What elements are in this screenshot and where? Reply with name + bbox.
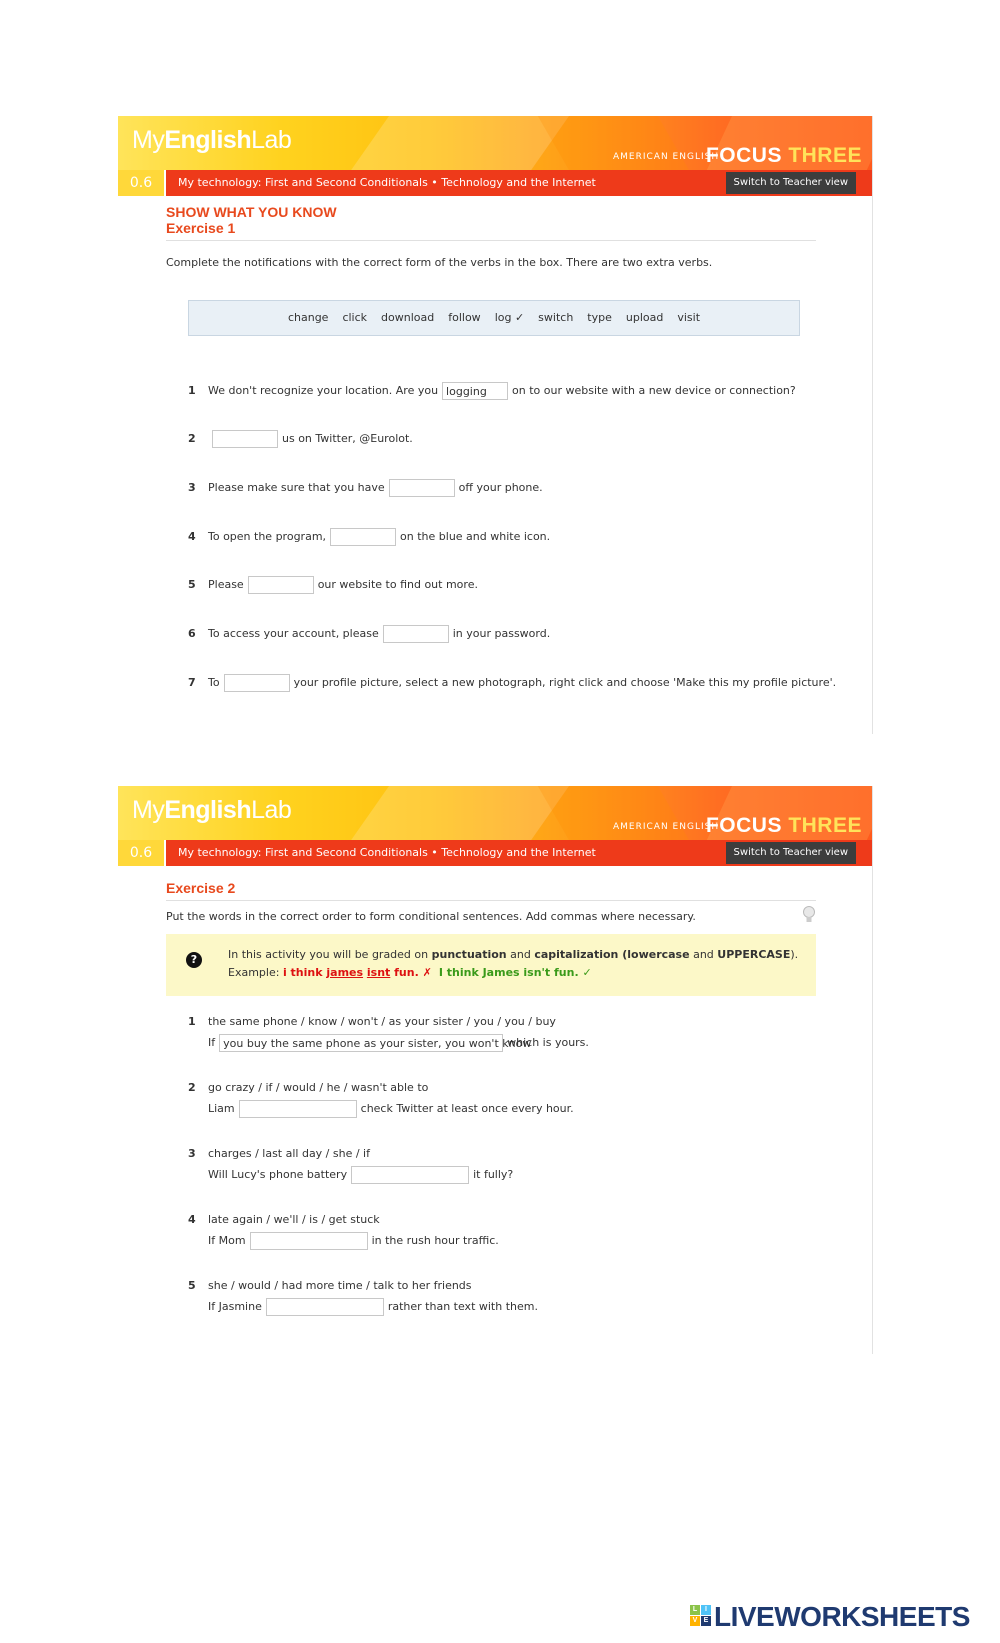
switch-teacher-view-button[interactable]: Switch to Teacher view bbox=[726, 172, 856, 194]
exercise1-panel bbox=[118, 116, 873, 734]
lesson-number: 0.6 bbox=[118, 840, 164, 866]
divider bbox=[166, 900, 816, 901]
focus-three-logo: FOCUS THREE bbox=[705, 144, 862, 167]
question-7: 7 To your profile picture, select a new photograph, right click and choose 'Make this my profile picture'. bbox=[188, 672, 836, 694]
word-option: switch bbox=[538, 311, 574, 324]
help-icon: ? bbox=[186, 952, 202, 968]
answer-input-5[interactable] bbox=[248, 576, 314, 594]
answer-input-2[interactable] bbox=[212, 430, 278, 448]
question-1: 1 We don't recognize your location. Are you logging on to our website with a new device or connection? bbox=[188, 384, 796, 398]
question-3: 3 charges / last all day / she / if Will Lucy's phone battery it fully? bbox=[188, 1144, 513, 1186]
word-option: visit bbox=[677, 311, 701, 324]
answer-input-3[interactable] bbox=[351, 1166, 469, 1184]
question-3: 3 Please make sure that you have off your phone. bbox=[188, 477, 543, 499]
lesson-title: My technology: First and Second Conditionals • Technology and the Internet bbox=[178, 176, 596, 189]
divider bbox=[166, 240, 816, 241]
answer-input-2[interactable] bbox=[239, 1100, 357, 1118]
answer-input-5[interactable] bbox=[266, 1298, 384, 1316]
question-4: 4 late again / we'll / is / get stuck If Mom in the rush hour traffic. bbox=[188, 1210, 499, 1252]
question-5: 5 Please our website to find out more. bbox=[188, 574, 478, 596]
question-1: 1 the same phone / know / won't / as your sister / you / you / buy If you buy the same phone as your sister, you won't knowwhich is yours. bbox=[188, 1015, 589, 1050]
word-option: log ✓ bbox=[494, 311, 525, 324]
grading-hint-box bbox=[166, 934, 816, 996]
myenglishlab-logo: MyEnglishLab bbox=[132, 126, 292, 154]
instruction-text: Complete the notifications with the correct form of the verbs in the box. There are two extra verbs. bbox=[166, 256, 713, 269]
american-english-label: AMERICAN ENGLISH bbox=[613, 822, 720, 832]
lesson-bar bbox=[118, 170, 872, 196]
switch-teacher-view-button[interactable]: Switch to Teacher view bbox=[726, 842, 856, 864]
lesson-number: 0.6 bbox=[118, 170, 164, 196]
word-option: type bbox=[587, 311, 612, 324]
word-option: change bbox=[287, 311, 329, 324]
instruction-text: Put the words in the correct order to form conditional sentences. Add commas where necessary. bbox=[166, 910, 696, 923]
lesson-bar bbox=[118, 840, 872, 866]
word-box bbox=[188, 300, 800, 336]
answer-input-3[interactable] bbox=[389, 479, 455, 497]
exercise2-panel bbox=[118, 786, 873, 1354]
banner bbox=[118, 786, 872, 840]
question-5: 5 she / would / had more time / talk to her friends If Jasmine rather than text with them. bbox=[188, 1276, 538, 1318]
lesson-title: My technology: First and Second Conditionals • Technology and the Internet bbox=[178, 846, 596, 859]
american-english-label: AMERICAN ENGLISH bbox=[613, 152, 720, 162]
question-2: 2 us on Twitter, @Eurolot. bbox=[188, 428, 413, 450]
exercise-title: Exercise 2 bbox=[166, 880, 236, 896]
section-heading: SHOW WHAT YOU KNOW bbox=[166, 204, 337, 220]
answer-input-7[interactable] bbox=[224, 674, 290, 692]
answer-input-6[interactable] bbox=[383, 625, 449, 643]
cross-icon: ✗ bbox=[418, 966, 432, 979]
question-6: 6 To access your account, please in your password. bbox=[188, 623, 550, 645]
question-2: 2 go crazy / if / would / he / wasn't able to Liam check Twitter at least once every hour. bbox=[188, 1078, 574, 1120]
answer-input-1[interactable]: you buy the same phone as your sister, you won't know bbox=[219, 1034, 503, 1052]
answer-input-4[interactable] bbox=[330, 528, 396, 546]
myenglishlab-logo: MyEnglishLab bbox=[132, 796, 292, 824]
word-option: follow bbox=[448, 311, 481, 324]
word-option: click bbox=[342, 311, 368, 324]
lightbulb-icon[interactable] bbox=[802, 906, 816, 924]
focus-three-logo: FOCUS THREE bbox=[705, 814, 862, 837]
answer-input-1[interactable]: logging bbox=[442, 382, 508, 400]
word-option: download bbox=[381, 311, 435, 324]
answer-input-4[interactable] bbox=[250, 1232, 368, 1250]
banner bbox=[118, 116, 872, 170]
hint-text: In this activity you will be graded on punctuation and capitalization (lowercase and UPPERCASE). bbox=[228, 948, 799, 961]
word-option: upload bbox=[625, 311, 664, 324]
exercise-title: Exercise 1 bbox=[166, 220, 236, 236]
check-icon: ✓ bbox=[578, 966, 592, 979]
hint-example: Example: i think james isnt fun. ✗ I think James isn't fun. ✓ bbox=[228, 966, 592, 979]
question-4: 4 To open the program, on the blue and white icon. bbox=[188, 526, 550, 548]
